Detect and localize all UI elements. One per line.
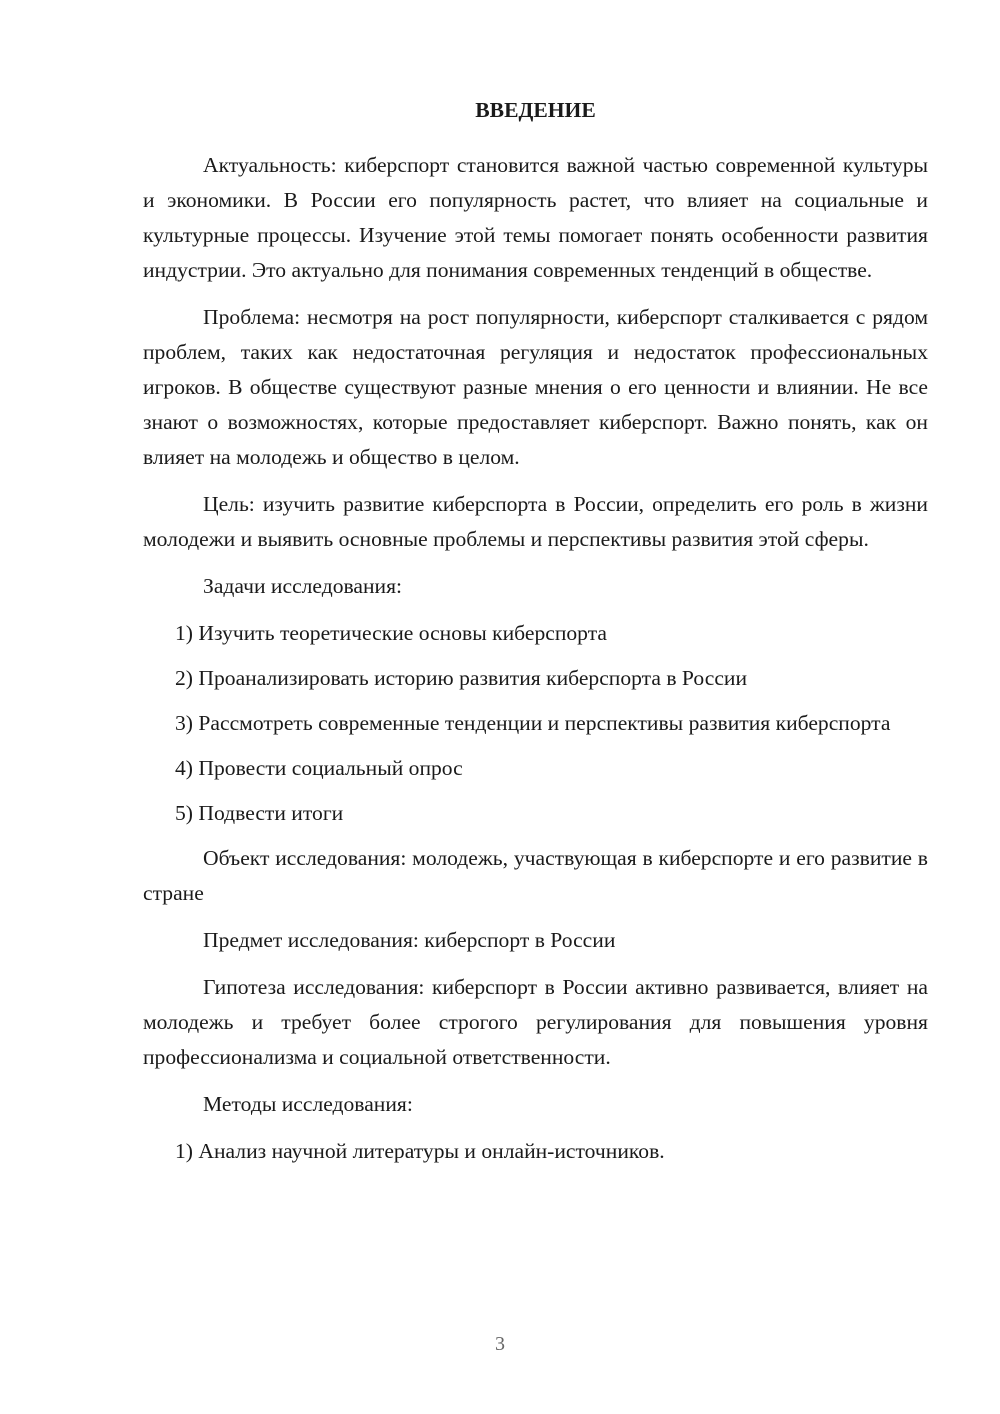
subject-paragraph: Предмет исследования: киберспорт в России [203,928,616,952]
problem-paragraph: Проблема: несмотря на рост популярности, киберспорт сталкивается с рядом проблем, таких как недостаточная регуляция и недостаток профессиональных игроков. В обществе существуют разные мнения о его ценности и влиянии. Не все знают о возможностях, которые предоставляет киберспорт. Важно понять, как он влияет на молодежь и общество в целом. [143,305,928,469]
page-number: 3 [495,1333,505,1355]
task-item: 4) Провести социальный опрос [175,756,463,780]
task-item: 5) Подвести итоги [175,801,344,825]
task-item: 2) Проанализировать историю развития киберспорта в России [175,666,748,690]
method-item: 1) Анализ научной литературы и онлайн-источников. [175,1139,665,1163]
goal-paragraph: Цель: изучить развитие киберспорта в России, определить его роль в жизни молодежи и выявить основные проблемы и перспективы развития этой сферы. [143,492,928,551]
task-item: 1) Изучить теоретические основы киберспорта [175,621,607,645]
tasks-heading: Задачи исследования: [203,574,403,598]
object-paragraph: Объект исследования: молодежь, участвующая в киберспорте и его развитие в стране [143,846,928,905]
methods-heading: Методы исследования: [203,1092,413,1116]
relevance-paragraph: Актуальность: киберспорт становится важной частью современной культуры и экономики. В России его популярность растет, что влияет на социальные и культурные процессы. Изучение этой темы помогает понять особенности развития индустрии. Это актуально для понимания современных тенденций в обществе. [143,153,928,282]
document-title: ВВЕДЕНИЕ [475,98,596,122]
hypothesis-paragraph: Гипотеза исследования: киберспорт в России активно развивается, влияет на молодежь и требует более строгого регулирования для повышения уровня профессионализма и социальной ответственности. [143,975,928,1069]
document-page [143,90,928,1179]
task-item: 3) Рассмотреть современные тенденции и перспективы развития киберспорта [175,711,891,735]
